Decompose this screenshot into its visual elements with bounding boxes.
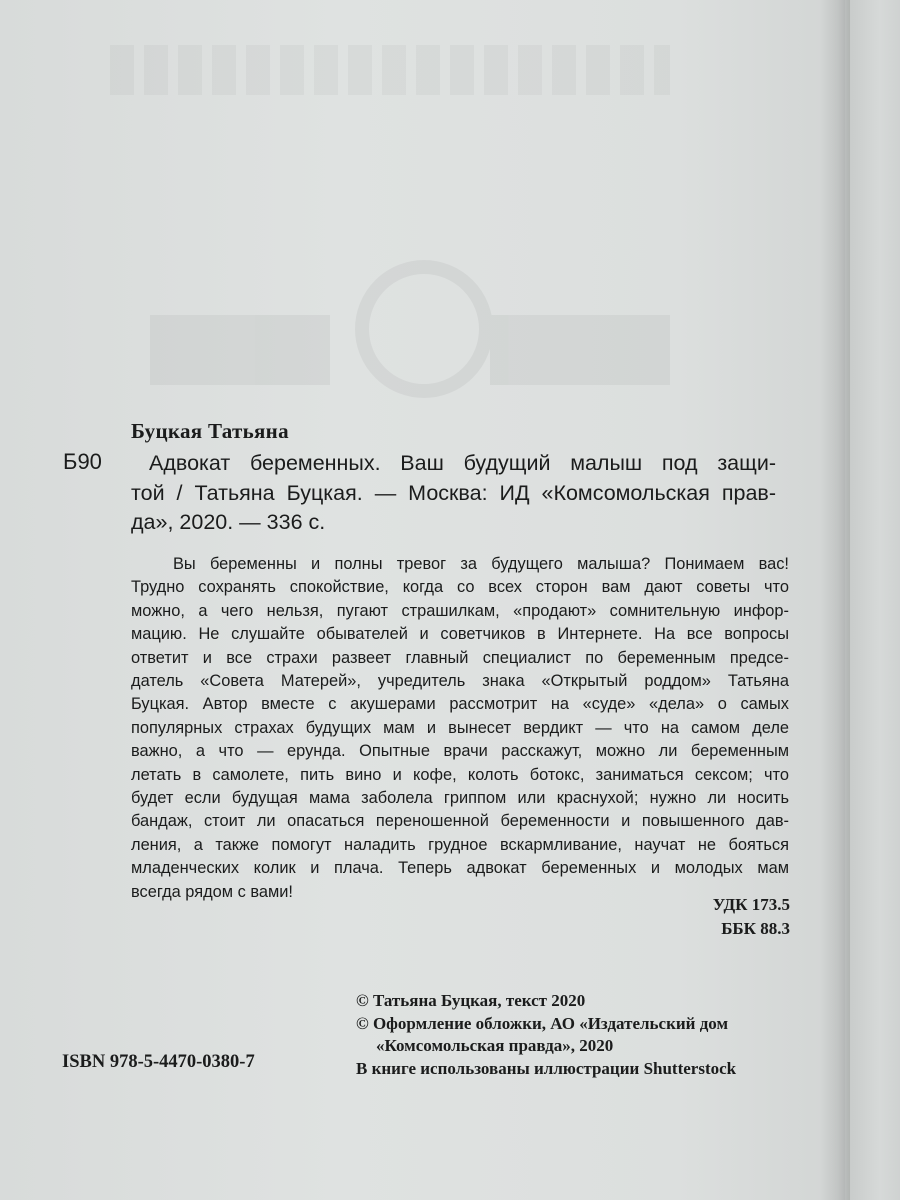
annotation-line: датель «Совета Матерей», учредитель знака «Открытый роддом» Татьяна (131, 672, 789, 691)
annotation-line: важно, а что — ерунда. Опытные врачи расскажут, можно ли беременным (131, 742, 789, 761)
annotation-line: младенческих колик и плача. Теперь адвокат беременных и молодых мам (131, 859, 789, 878)
author-mark: Б90 (63, 449, 102, 474)
next-page-edge (850, 0, 900, 1200)
annotation-line: Буцкая. Автор вместе с акушерами рассмотрит на «суде» «дела» о самых (131, 695, 789, 714)
citation-line: да», 2020. — 336 с. (131, 510, 326, 534)
annotation-line: бандаж, стоит ли опасаться переношенной беременности и повышенного дав- (131, 812, 789, 831)
copyright-text-line: © Татьяна Буцкая, текст 2020 (356, 991, 586, 1010)
bbk-index: ББК 88.3 (721, 919, 790, 938)
author-name: Буцкая Татьяна (131, 419, 289, 443)
bibliographic-citation (131, 449, 776, 538)
annotation-line: мацию. Не слушайте обывателей и советчиков в Интернете. На все вопросы (131, 625, 789, 644)
udk-code: УДК 173.5 (712, 895, 790, 914)
annotation-line: можно, а чего нельзя, пугают страшилкам, «продают» сомнительную инфор- (131, 601, 789, 620)
annotation-line: всегда рядом с вами! (131, 882, 293, 901)
annotation-paragraph (131, 553, 789, 904)
annotation-line: летать в самолете, пить вино и кофе, колоть ботокс, заниматься сексом; что (131, 765, 789, 784)
copyright-publisher-line: «Комсомольская правда», 2020 (376, 1036, 614, 1055)
annotation-line: ления, а также помогут наладить грудное вскармливание, научат не бояться (131, 835, 789, 854)
annotation-line: популярных страхах будущих мам и вынесет вердикт — что на самом деле (131, 718, 789, 737)
citation-line: Адвокат беременных. Ваш будущий малыш под защи- (149, 451, 776, 475)
bleed-through-text (110, 45, 670, 95)
annotation-line: будет если будущая мама заболела гриппом или краснухой; нужно ли носить (131, 789, 789, 808)
copyright-cover-line: © Оформление обложки, АО «Издательский дом (356, 1013, 729, 1033)
annotation-line: Трудно сохранять спокойствие, когда со всех сторон вам дают советы что (131, 578, 789, 597)
annotation-line: Вы беременны и полны тревог за будущего малыша? Понимаем вас! (173, 555, 789, 573)
copyright-block (356, 990, 736, 1080)
annotation-line: ответит и все страхи развеет главный специалист по беременным предсе- (131, 648, 789, 667)
citation-line: той / Татьяна Буцкая. — Москва: ИД «Комсомольская прав- (131, 480, 776, 505)
page-edge-shadow (820, 0, 850, 1200)
isbn-number: ISBN 978-5-4470-0380-7 (62, 1052, 255, 1072)
illustrations-credit: В книге использованы иллюстрации Shutterstock (356, 1058, 737, 1078)
classification-codes (713, 893, 790, 941)
